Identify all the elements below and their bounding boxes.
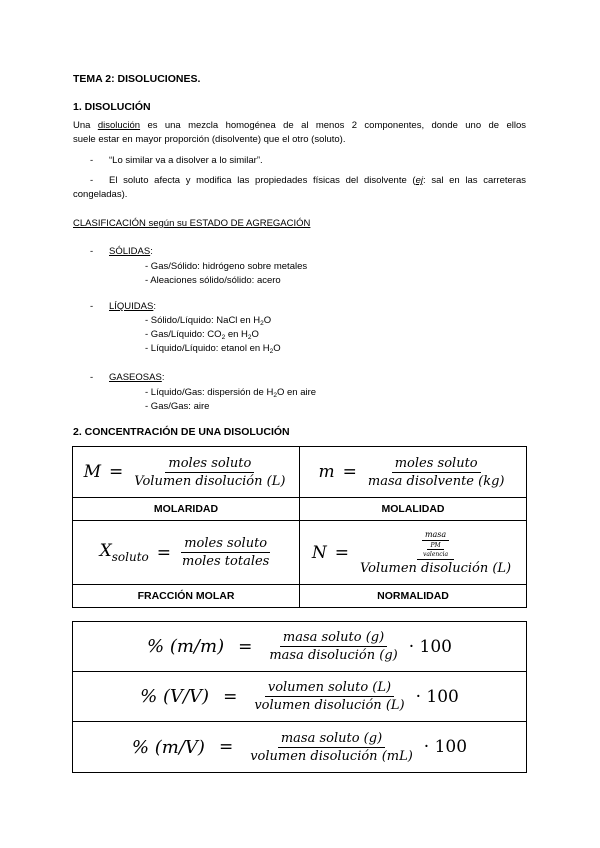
times-100: · 100	[415, 686, 459, 707]
molaridad-denominator: Volumen disolución (L)	[134, 473, 286, 489]
normalidad-denominator: Volumen disolución (L)	[359, 560, 512, 576]
fraccion-symbol	[100, 541, 149, 564]
times-100: · 100	[423, 737, 468, 757]
o-letter: O	[251, 329, 259, 340]
molaridad-fraction	[131, 456, 288, 489]
molalidad-numerator: moles soluto	[392, 456, 481, 473]
normalidad-fraction	[357, 530, 514, 576]
molalidad-symbol: m	[318, 462, 335, 482]
intro-rest: es una mezcla homogénea de al menos 2 componentes, donde uno de ellos	[140, 120, 526, 131]
percent-mm-fraction	[266, 630, 400, 663]
bullet-1: “Lo similar va a disolver a lo similar”.	[109, 155, 263, 166]
fraccion-formula	[73, 521, 300, 585]
group-liquidas-mark: -	[90, 301, 94, 312]
normalidad-symbol: N	[311, 542, 327, 563]
gaseosas-colon: :	[161, 372, 165, 383]
gaseosas-item-2: - Gas/Gas: aire	[145, 401, 210, 412]
liquidas-item-3-text: - Líquido/Líquido: etanol en H	[145, 343, 270, 354]
inner-valencia: valencia	[422, 550, 449, 558]
equals-sign: =	[109, 462, 124, 482]
equals-sign: =	[218, 737, 234, 757]
bullet-2-pre: El soluto afecta y modifica las propiedades físicas del disolvente (	[109, 175, 416, 186]
percent-table	[72, 621, 527, 773]
gaseosas-label-text: GASEOSAS	[109, 372, 162, 383]
molaridad-label: MOLARIDAD	[73, 498, 300, 521]
normalidad-formula	[300, 521, 527, 585]
molaridad-formula	[73, 447, 300, 498]
liquidas-item-1	[145, 315, 271, 327]
liquidas-item-2	[145, 329, 259, 341]
percent-mm-lhs: % (m/m)	[147, 636, 225, 657]
percent-vv-numerator: volumen soluto (L)	[265, 680, 394, 697]
percent-mm-row	[73, 622, 527, 672]
percent-vv-denominator: volumen disolución (L)	[254, 698, 405, 713]
o-letter: O	[273, 343, 281, 354]
bullet-1-mark: -	[90, 155, 94, 166]
bullet-2-line-1	[109, 175, 526, 186]
percent-mm-numerator: masa soluto (g)	[280, 630, 387, 647]
o-letter: O	[276, 387, 285, 398]
molaridad-symbol: M	[83, 462, 102, 482]
intro-term: disolución	[97, 120, 141, 131]
bullet-2-ej: ej	[415, 175, 423, 186]
molalidad-formula	[300, 447, 527, 498]
section-2-heading: 2. CONCENTRACIÓN DE UNA DISOLUCIÓN	[73, 426, 290, 438]
solidas-item-1: - Gas/Sólido: hidrógeno sobre metales	[145, 261, 308, 272]
intro-line-2: suele estar en mayor proporción (disolvente) que el otro (soluto).	[73, 134, 346, 145]
gaseosas-item-1-text: - Líquido/Gas: dispersión de H	[145, 387, 274, 398]
normalidad-label: NORMALIDAD	[300, 585, 527, 608]
molalidad-label: MOLALIDAD	[300, 498, 527, 521]
sub-2: 2	[260, 320, 264, 327]
percent-mv-numerator: masa soluto (g)	[278, 731, 385, 748]
molalidad-denominator: masa disolvente (kg)	[367, 473, 505, 489]
en-aire: en aire	[284, 387, 317, 398]
molaridad-numerator: moles soluto	[165, 456, 254, 473]
liquidas-colon: :	[153, 301, 156, 312]
o-letter: O	[263, 315, 272, 326]
percent-mv-lhs: % (m/V)	[131, 736, 205, 758]
sub-2: 2	[273, 392, 277, 399]
concentration-table	[72, 446, 527, 608]
fraccion-fraction	[179, 536, 272, 569]
fraccion-label: FRACCIÓN MOLAR	[73, 585, 300, 608]
liquidas-item-3	[145, 343, 281, 355]
times-100: · 100	[408, 636, 452, 657]
group-liquidas-label	[109, 301, 156, 312]
solidas-label-text: SÓLIDAS	[109, 246, 151, 257]
liquidas-item-1-text: - Sólido/Líquido: NaCl en H	[145, 315, 261, 326]
equals-sign: =	[223, 686, 238, 707]
percent-vv-fraction	[251, 680, 407, 713]
equals-sign: =	[342, 462, 357, 482]
inner-pm: PM	[427, 541, 443, 550]
solidas-colon: :	[150, 246, 153, 257]
sub-2: 2	[247, 334, 252, 341]
bullet-2-line-2: congeladas).	[73, 189, 128, 200]
percent-vv-lhs: % (V/V)	[140, 686, 210, 707]
equals-sign: =	[156, 542, 171, 563]
gaseosas-item-1	[145, 387, 316, 399]
fraccion-sub: soluto	[111, 550, 149, 564]
percent-mv-fraction	[247, 731, 416, 764]
fraccion-numerator: moles soluto	[181, 536, 270, 553]
percent-vv-row	[73, 672, 527, 722]
group-gaseosas-label	[109, 372, 164, 383]
inner-masa: masa	[422, 530, 449, 541]
percent-mv-row	[73, 722, 527, 773]
normalidad-numerator	[417, 530, 454, 560]
classification-heading: CLASIFICACIÓN según su ESTADO DE AGREGACIÓN	[73, 218, 311, 229]
group-solidas-label	[109, 246, 153, 257]
bullet-2-mark: -	[90, 175, 94, 186]
document-title: TEMA 2: DISOLUCIONES.	[73, 73, 201, 85]
group-gaseosas-mark: -	[90, 372, 94, 383]
fraccion-denominator: moles totales	[182, 554, 270, 569]
intro-paragraph	[73, 119, 526, 147]
normalidad-inner-fraction	[420, 530, 451, 558]
fraccion-x: X	[99, 541, 112, 561]
liquidas-item-2-text: - Gas/Líquido: CO	[145, 329, 222, 340]
intro-line-1	[73, 119, 526, 133]
molalidad-fraction	[365, 456, 508, 489]
bullet-2-post: : sal en las carreteras	[423, 175, 526, 186]
sub-2: 2	[269, 348, 274, 355]
section-1-heading: 1. DISOLUCIÓN	[73, 101, 151, 113]
group-solidas-mark: -	[90, 246, 94, 257]
percent-mv-denominator: volumen disolución (mL)	[250, 748, 413, 764]
equals-sign: =	[334, 542, 349, 563]
percent-mm-denominator: masa disolución (g)	[269, 648, 398, 663]
en-h: en H	[225, 329, 248, 340]
solidas-item-2: - Aleaciones sólido/sólido: acero	[145, 275, 281, 286]
liquidas-label-text: LÍQUIDAS	[109, 301, 154, 312]
intro-pre: Una	[73, 120, 98, 131]
equals-sign: =	[238, 636, 253, 657]
sub-2: 2	[221, 334, 226, 341]
